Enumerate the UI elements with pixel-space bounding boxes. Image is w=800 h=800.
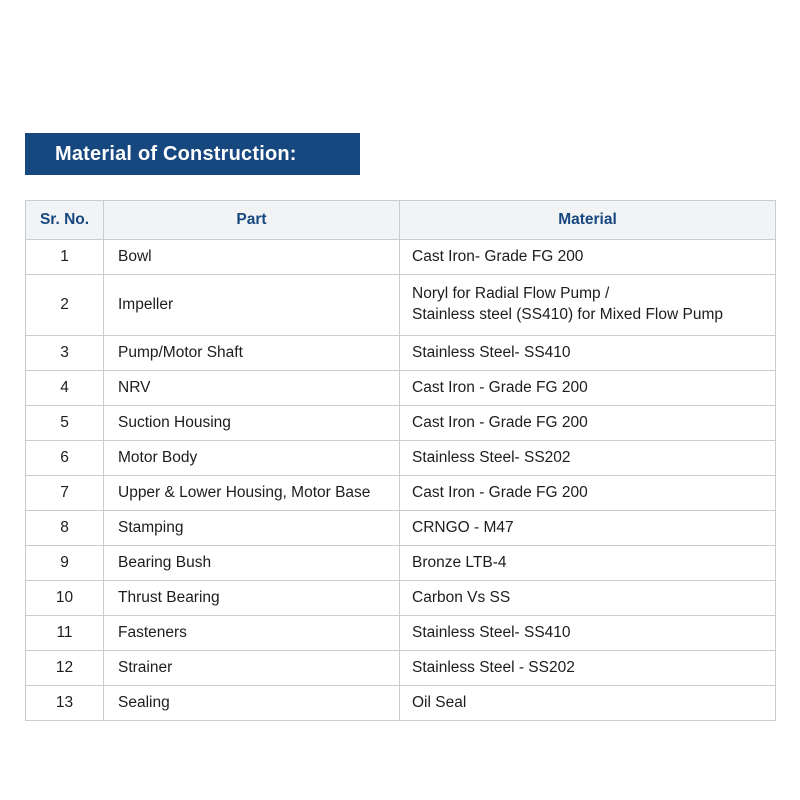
cell-part: Bowl (104, 240, 400, 275)
table-row (26, 441, 776, 476)
table-row (26, 651, 776, 686)
cell-sr-no: 9 (26, 546, 104, 581)
table-row (26, 406, 776, 441)
column-header-part: Part (104, 201, 400, 240)
column-header-sr-no: Sr. No. (26, 201, 104, 240)
cell-part: Strainer (104, 651, 400, 686)
cell-material (400, 275, 776, 336)
cell-material-line-1: Noryl for Radial Flow Pump / (412, 285, 610, 303)
cell-material: Stainless Steel- SS202 (400, 441, 776, 476)
cell-material: Carbon Vs SS (400, 581, 776, 616)
cell-material: Cast Iron - Grade FG 200 (400, 406, 776, 441)
cell-material: Oil Seal (400, 686, 776, 721)
cell-sr-no: 6 (26, 441, 104, 476)
table-row (26, 336, 776, 371)
cell-part: Thrust Bearing (104, 581, 400, 616)
cell-sr-no: 5 (26, 406, 104, 441)
table-row (26, 511, 776, 546)
cell-part: Sealing (104, 686, 400, 721)
cell-sr-no: 4 (26, 371, 104, 406)
table-row (26, 371, 776, 406)
cell-sr-no: 7 (26, 476, 104, 511)
cell-material: Stainless Steel- SS410 (400, 336, 776, 371)
cell-part: Stamping (104, 511, 400, 546)
table-row (26, 686, 776, 721)
cell-part: Bearing Bush (104, 546, 400, 581)
cell-material-line-2: Stainless steel (SS410) for Mixed Flow Pump (412, 306, 723, 323)
cell-sr-no: 12 (26, 651, 104, 686)
cell-part: NRV (104, 371, 400, 406)
cell-material: Stainless Steel - SS202 (400, 651, 776, 686)
cell-material: Cast Iron- Grade FG 200 (400, 240, 776, 275)
cell-material: Cast Iron - Grade FG 200 (400, 371, 776, 406)
material-of-construction-table (25, 200, 776, 721)
cell-part: Motor Body (104, 441, 400, 476)
table-row (26, 275, 776, 336)
cell-sr-no: 11 (26, 616, 104, 651)
cell-sr-no: 13 (26, 686, 104, 721)
cell-part: Fasteners (104, 616, 400, 651)
table-header (26, 201, 776, 240)
cell-material: Stainless Steel- SS410 (400, 616, 776, 651)
table-body (26, 240, 776, 721)
cell-material: CRNGO - M47 (400, 511, 776, 546)
cell-part: Upper & Lower Housing, Motor Base (104, 476, 400, 511)
cell-part: Pump/Motor Shaft (104, 336, 400, 371)
cell-part: Suction Housing (104, 406, 400, 441)
cell-sr-no: 10 (26, 581, 104, 616)
cell-sr-no: 1 (26, 240, 104, 275)
table-header-row (26, 201, 776, 240)
cell-part: Impeller (104, 275, 400, 336)
table-row (26, 616, 776, 651)
table-row (26, 581, 776, 616)
cell-material: Cast Iron - Grade FG 200 (400, 476, 776, 511)
column-header-material: Material (400, 201, 776, 240)
section-title-bar (25, 133, 360, 175)
cell-material: Bronze LTB-4 (400, 546, 776, 581)
cell-sr-no: 8 (26, 511, 104, 546)
table-row (26, 240, 776, 275)
cell-sr-no: 2 (26, 275, 104, 336)
page-title: Material of Construction: (55, 142, 297, 165)
table-row (26, 476, 776, 511)
cell-sr-no: 3 (26, 336, 104, 371)
table-row (26, 546, 776, 581)
